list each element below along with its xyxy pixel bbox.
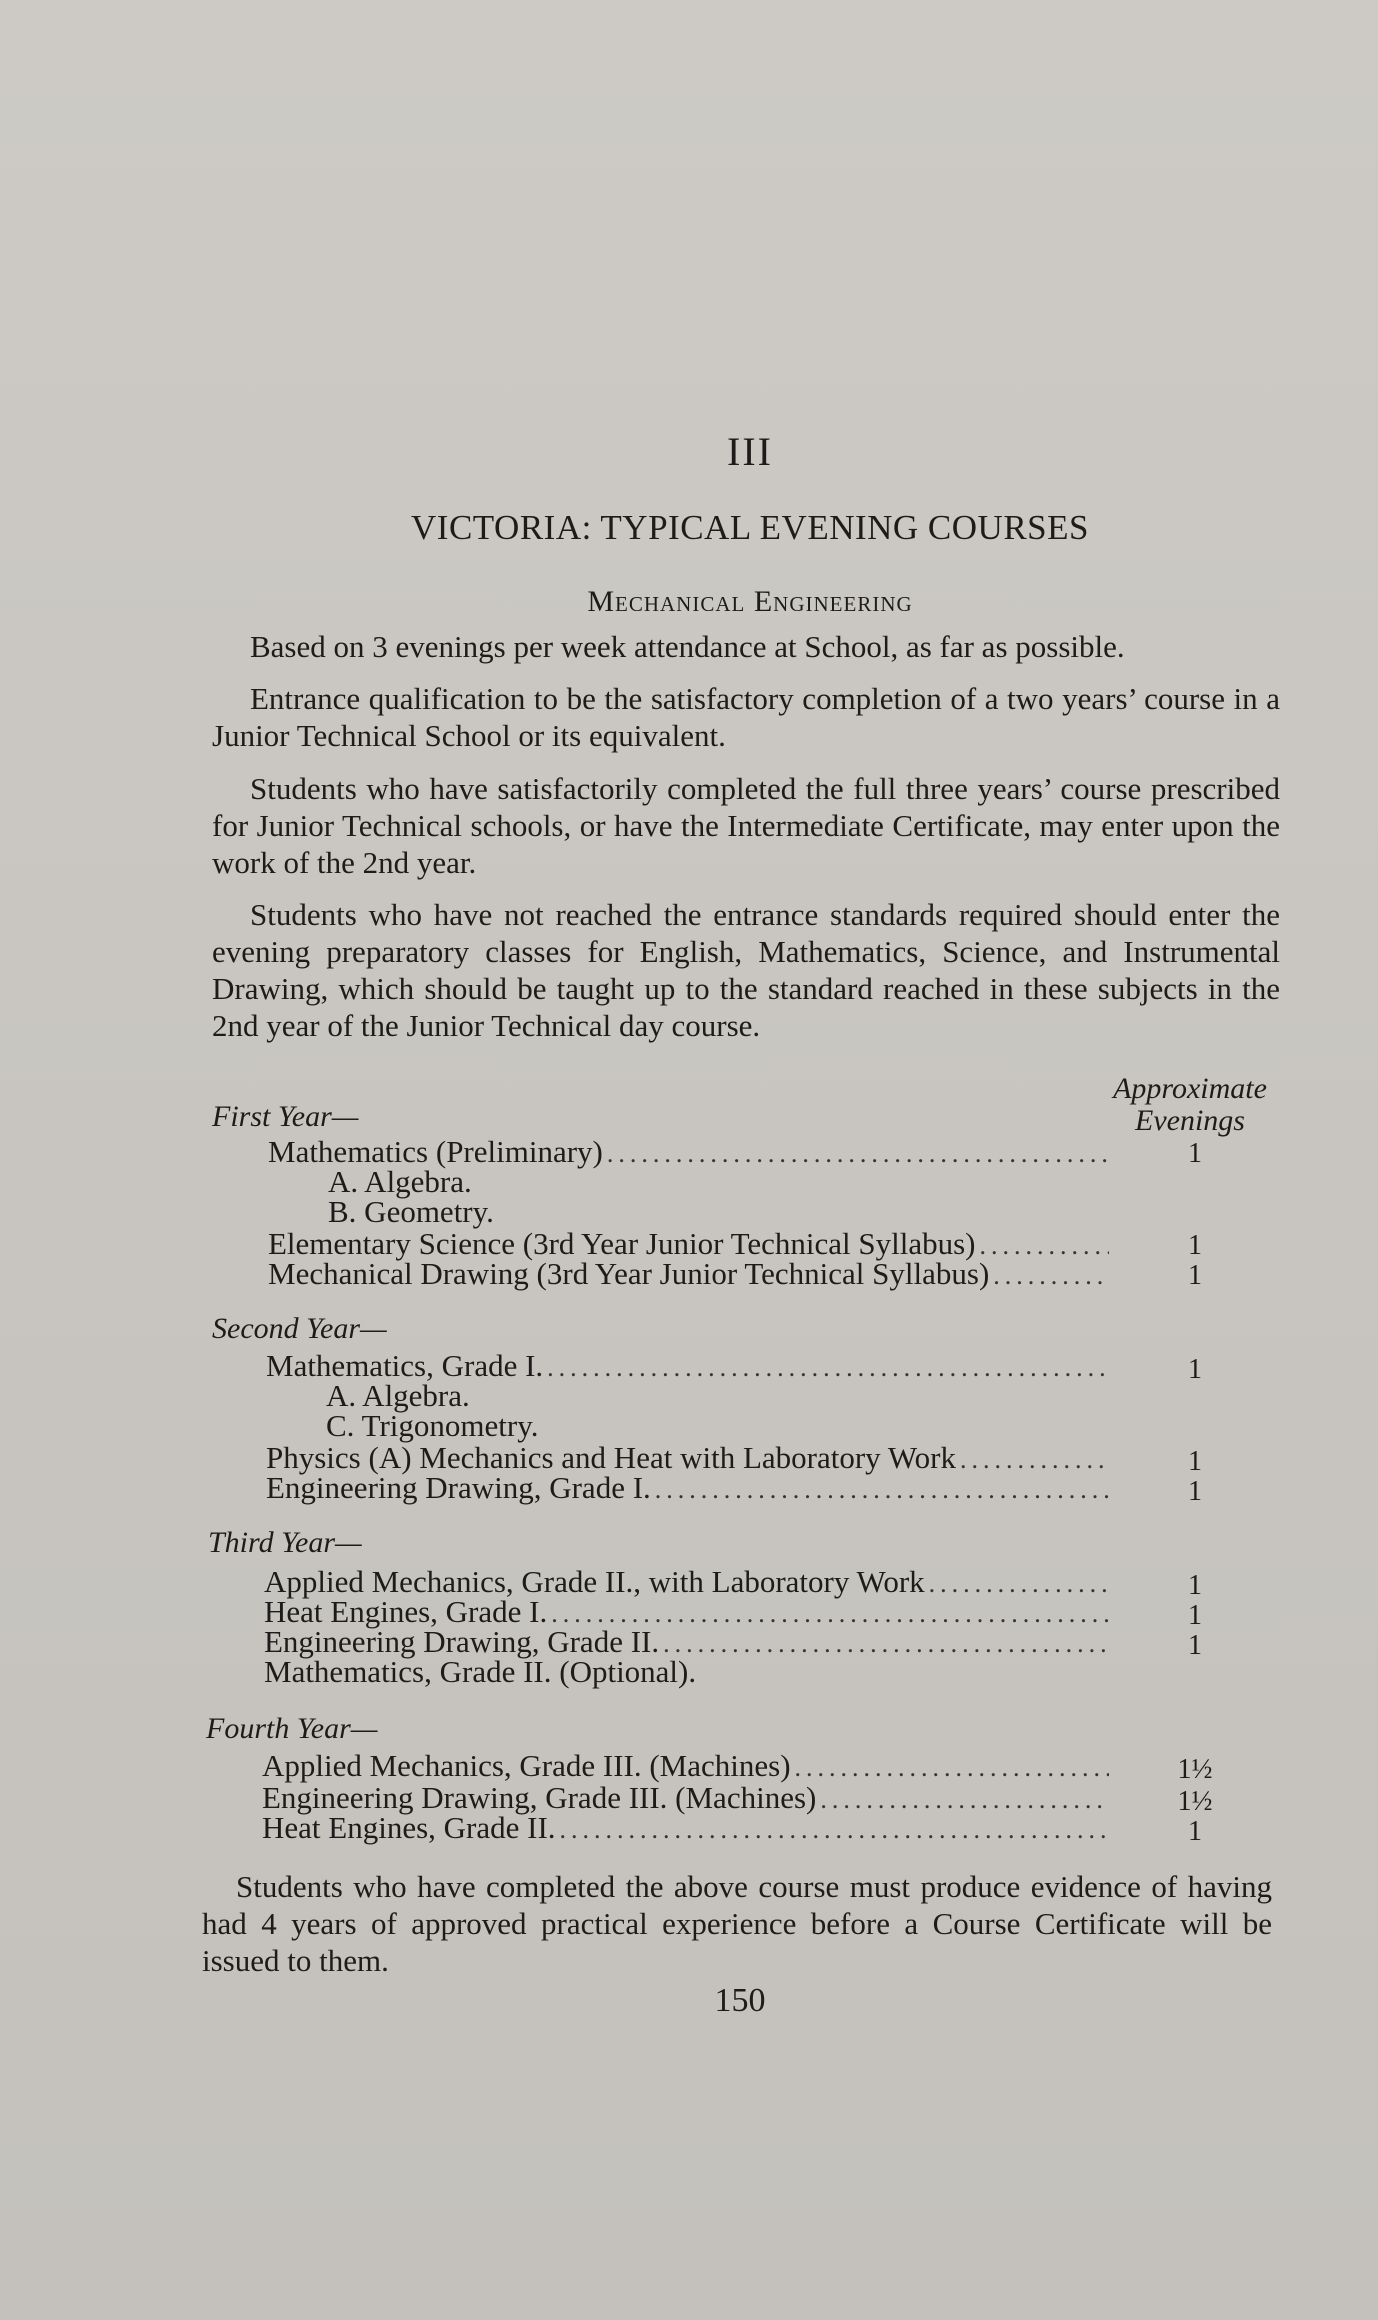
header-approximate: Approximate <box>1113 1072 1267 1105</box>
paragraph-attendance: Based on 3 evenings per week attendance at School, as far as possible. <box>250 629 1125 664</box>
course-row: Heat Engines, Grade II. ..... <box>262 1812 1113 1844</box>
appendix-numeral: III <box>727 429 773 474</box>
page-number: 150 <box>714 1982 766 2019</box>
course-row: Engineering Drawing, Grade III. (Machines) ..... <box>262 1782 1113 1814</box>
year-heading-first: First Year— <box>212 1100 359 1133</box>
evenings-value: 1 <box>1188 1354 1202 1385</box>
evenings-value: 1 <box>1188 1446 1202 1477</box>
course-row: Engineering Drawing, Grade I. ..... <box>266 1472 1113 1504</box>
paragraph-closing: Students who have completed the above course must produce evidence of having had 4 years of approved practical experience before a Course Certificate will be issued to them. <box>202 1869 1272 1978</box>
course-row: Mechanical Drawing (3rd Year Junior Technical Syllabus) ..... <box>268 1258 1113 1290</box>
course-row: Heat Engines, Grade I. ..... <box>264 1596 1113 1628</box>
evenings-value: 1 <box>1188 1816 1202 1847</box>
header-evenings: Evenings <box>1135 1104 1245 1137</box>
paragraph-advanced-entry: Students who have satisfactorily completed the full three years’ course prescribed for Junior Technical schools, or have the Intermediate Certificate, may enter upon the work of the 2nd year. <box>212 771 1280 880</box>
evenings-value: 1 <box>1188 1138 1202 1169</box>
paragraph-preparatory: Students who have not reached the entrance standards required should enter the evening preparatory classes for English, Mathematics, Science, and Instrumental Drawing, which should be taught up to the standard reached in these subjects in the 2nd year of the Junior Technical day course. <box>212 897 1280 1043</box>
evenings-value: 1 <box>1188 1600 1202 1631</box>
course-subitem: A. Algebra. <box>326 1378 470 1413</box>
evenings-value: 1 <box>1188 1630 1202 1661</box>
course-row: Applied Mechanics, Grade II., with Laboratory Work ..... <box>264 1566 1113 1598</box>
course-row: Mathematics, Grade I. ..... <box>266 1350 1113 1382</box>
evenings-value: 1½ <box>1177 1786 1213 1817</box>
course-subitem: C. Trigonometry. <box>326 1408 539 1443</box>
course-subitem: B. Geometry. <box>328 1194 494 1229</box>
evenings-value: 1 <box>1188 1230 1202 1261</box>
evenings-value: 1 <box>1188 1260 1202 1291</box>
evenings-value: 1 <box>1188 1570 1202 1601</box>
course-row: Mathematics (Preliminary) ..... <box>268 1136 1113 1168</box>
course-row: Applied Mechanics, Grade III. (Machines) ..... <box>262 1750 1113 1782</box>
year-heading-second: Second Year— <box>212 1312 387 1345</box>
course-row: Elementary Science (3rd Year Junior Technical Syllabus) ..... <box>268 1228 1113 1260</box>
course-subitem: A. Algebra. <box>328 1164 472 1199</box>
year-heading-fourth: Fourth Year— <box>206 1712 378 1745</box>
course-row: Engineering Drawing, Grade II. ..... <box>264 1626 1113 1658</box>
paragraph-entrance: Entrance qualification to be the satisfactory completion of a two years’ course in a Junior Technical School or its equivalent. <box>212 681 1280 753</box>
year-heading-third: Third Year— <box>208 1526 362 1559</box>
page-title: VICTORIA: TYPICAL EVENING COURSES <box>411 508 1089 547</box>
evenings-value: 1 <box>1188 1476 1202 1507</box>
course-row: Physics (A) Mechanics and Heat with Laboratory Work ..... <box>266 1442 1113 1474</box>
evenings-value: 1½ <box>1177 1754 1213 1785</box>
section-subtitle: Mechanical Engineering <box>587 585 913 618</box>
course-row-optional: Mathematics, Grade II. (Optional). <box>264 1654 697 1689</box>
evenings-column-header <box>1090 1073 1290 1137</box>
